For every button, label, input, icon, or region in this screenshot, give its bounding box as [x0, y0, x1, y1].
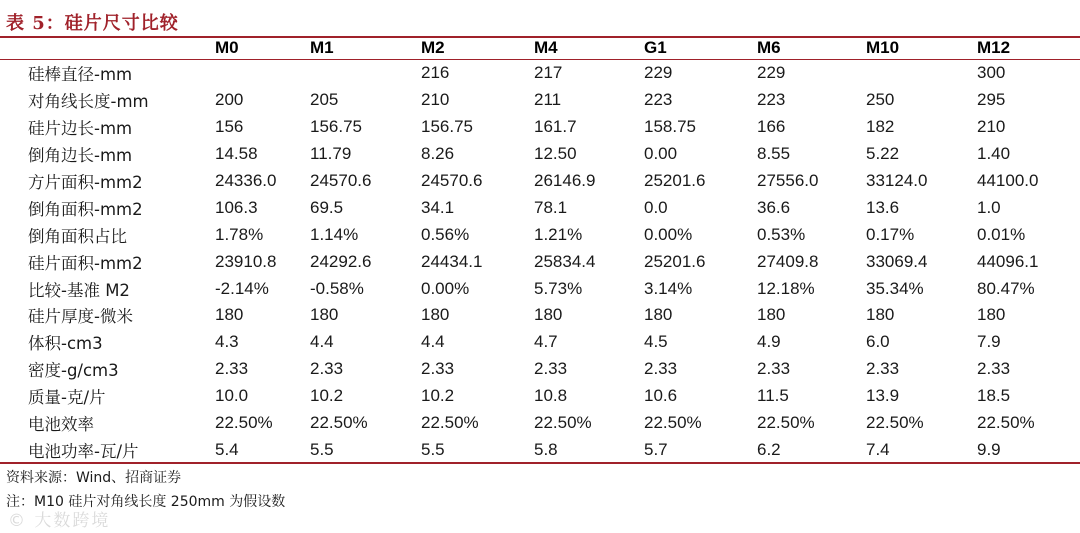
table-row — [0, 248, 1075, 275]
table-cell — [215, 60, 310, 87]
table-cell: 229 — [644, 63, 673, 83]
table-cell: 166 — [757, 117, 786, 137]
table-cell: 33124.0 — [866, 171, 928, 190]
table-cell: 12.18% — [757, 278, 815, 298]
table-cell: 5.22 — [866, 144, 900, 164]
table-cell: 223 — [644, 90, 673, 110]
table-cell: 5.5 — [310, 439, 334, 459]
table-cell: 156.75 — [310, 117, 362, 137]
table-cell: 2.33 — [757, 359, 791, 379]
row-label: 密度-g/cm3 — [28, 361, 119, 381]
table-row — [0, 356, 1075, 383]
table-cell: 0.01% — [977, 224, 1026, 244]
table-cell: 8.26 — [421, 144, 455, 164]
table-cell: 156.75 — [421, 117, 473, 137]
watermark-text: © 大数跨境 — [8, 511, 111, 531]
table-cell: 78.1 — [534, 197, 568, 217]
table-cell: 27409.8 — [757, 251, 819, 271]
table-cell: 9.9 — [977, 439, 1001, 459]
table-cell: 13.6 — [866, 197, 900, 217]
table-cell: 26146.9 — [534, 171, 596, 190]
table-cell: 180 — [757, 305, 786, 325]
table-cell: 250 — [866, 90, 895, 110]
table-cell: 3.14% — [644, 278, 693, 298]
table-cell — [866, 60, 977, 87]
table-cell: 69.5 — [310, 197, 344, 217]
table-cell: 2.33 — [977, 359, 1011, 379]
table-cell: 22.50% — [977, 413, 1035, 433]
table-cell: 22.50% — [310, 413, 368, 433]
table-row — [0, 60, 1075, 87]
table-row — [0, 168, 1075, 195]
table-cell: 2.33 — [866, 359, 900, 379]
table-cell: 5.7 — [644, 439, 668, 459]
table-cell: 27556.0 — [757, 171, 819, 190]
table-cell: 6.2 — [757, 439, 781, 459]
table-cell: 0.0 — [644, 197, 668, 217]
table-cell: 13.9 — [866, 386, 900, 406]
table-cell: 217 — [534, 63, 563, 83]
column-header: M0 — [215, 38, 239, 57]
table-cell: 12.50 — [534, 144, 577, 164]
table-cell: 180 — [977, 305, 1006, 325]
table-cell: 180 — [644, 305, 673, 325]
table-cell: 10.2 — [421, 386, 455, 406]
table-cell: 180 — [421, 305, 450, 325]
table-cell: 2.33 — [215, 359, 249, 379]
table-cell: 1.0 — [977, 197, 1001, 217]
table-cell: 295 — [977, 90, 1006, 110]
row-label: 硅棒直径-mm — [28, 65, 133, 85]
header-label-cell — [0, 36, 215, 60]
table-cell: 229 — [757, 63, 786, 83]
table-cell: 22.50% — [866, 413, 924, 433]
table-cell: 25201.6 — [644, 171, 706, 190]
table-cell: 24570.6 — [310, 171, 372, 190]
table-cell: 158.75 — [644, 117, 696, 137]
table-cell: 0.00 — [644, 144, 678, 164]
row-label: 硅片厚度-微米 — [28, 307, 133, 327]
table-cell: 0.53% — [757, 224, 806, 244]
table-cell: 223 — [757, 90, 786, 110]
remark-note: 注：M10 硅片对角线长度 250mm 为假设数 — [6, 494, 286, 510]
table-cell: 0.00% — [421, 278, 470, 298]
row-label: 方片面积-mm2 — [28, 173, 143, 192]
table-cell: 10.6 — [644, 386, 678, 406]
table-row — [0, 194, 1075, 221]
table-cell: 22.50% — [644, 413, 702, 433]
source-note: 资料来源：Wind、招商证券 — [6, 470, 182, 486]
table-row — [0, 275, 1075, 302]
table-row — [0, 221, 1075, 248]
column-header: M4 — [534, 38, 558, 57]
table-cell: 180 — [310, 305, 339, 325]
table-cell: 180 — [534, 305, 563, 325]
table-row — [0, 141, 1075, 168]
row-label: 倒角边长-mm — [28, 146, 133, 166]
table-cell: 23910.8 — [215, 251, 277, 271]
table-cell: 10.0 — [215, 386, 249, 406]
table-cell: 2.33 — [421, 359, 455, 379]
row-label: 硅片面积-mm2 — [28, 253, 143, 273]
table-cell: 36.6 — [757, 197, 791, 217]
column-header: G1 — [644, 38, 667, 57]
column-header: M10 — [866, 38, 900, 57]
table-cell: 22.50% — [757, 413, 815, 433]
table-cell: 4.9 — [757, 332, 781, 352]
table-cell: 24336.0 — [215, 171, 277, 190]
table-cell: 80.47% — [977, 278, 1035, 298]
table-cell: 156 — [215, 117, 244, 137]
header-row — [0, 36, 1075, 60]
table-cell — [310, 60, 421, 87]
table-cell: 210 — [421, 90, 450, 110]
table-title: 表 5：硅片尺寸比较 — [6, 13, 179, 34]
table-cell: 22.50% — [421, 413, 479, 433]
row-label: 电池功率-瓦/片 — [28, 441, 139, 461]
table-cell: 4.4 — [310, 332, 334, 352]
table-cell: 5.8 — [534, 439, 558, 459]
table-cell: 4.3 — [215, 332, 239, 352]
table-cell: 44100.0 — [977, 171, 1039, 190]
table-cell: 4.5 — [644, 332, 668, 352]
table-cell: 25201.6 — [644, 251, 706, 271]
table-cell: 8.55 — [757, 144, 791, 164]
table-cell: -2.14% — [215, 278, 269, 298]
table-cell: 24292.6 — [310, 251, 372, 271]
row-label: 倒角面积-mm2 — [28, 199, 143, 219]
row-label: 电池效率 — [28, 415, 94, 435]
table-cell: 18.5 — [977, 386, 1011, 406]
row-label: 硅片边长-mm — [28, 119, 133, 139]
table-cell: -0.58% — [310, 278, 364, 298]
table-cell: 1.14% — [310, 224, 359, 244]
table-cell: 2.33 — [534, 359, 568, 379]
header-rule — [0, 59, 1080, 60]
table-cell: 22.50% — [215, 413, 273, 433]
table-row — [0, 302, 1075, 329]
table-cell: 205 — [310, 90, 339, 110]
table-cell: 211 — [534, 90, 562, 110]
table-row — [0, 87, 1075, 114]
row-label: 比较-基准 M2 — [28, 280, 130, 300]
column-header: M1 — [310, 38, 334, 57]
table-cell: 1.78% — [215, 224, 264, 244]
table-cell: 200 — [215, 90, 244, 110]
table-cell: 5.5 — [421, 439, 445, 459]
table-cell: 4.7 — [534, 332, 558, 352]
table-cell: 14.58 — [215, 144, 258, 164]
table-cell: 7.4 — [866, 439, 890, 459]
table-cell: 5.73% — [534, 278, 583, 298]
table-body — [0, 60, 1075, 463]
column-header: M2 — [421, 38, 445, 57]
table-cell: 2.33 — [310, 359, 344, 379]
table-cell: 5.4 — [215, 439, 239, 459]
table-cell: 216 — [421, 63, 450, 83]
row-label: 体积-cm3 — [28, 334, 103, 354]
table-cell: 1.21% — [534, 224, 583, 244]
table-cell: 0.17% — [866, 224, 915, 244]
table-row — [0, 114, 1075, 141]
row-label: 倒角面积占比 — [28, 226, 127, 246]
table-cell: 22.50% — [534, 413, 592, 433]
table-cell: 35.34% — [866, 278, 924, 298]
column-header: M12 — [977, 38, 1011, 57]
table-cell: 180 — [866, 305, 895, 325]
table-cell: 182 — [866, 117, 895, 137]
wafer-size-table — [0, 36, 1075, 463]
table-cell: 180 — [215, 305, 244, 325]
table-cell: 6.0 — [866, 332, 890, 352]
table-cell: 24570.6 — [421, 171, 483, 190]
table-cell: 24434.1 — [421, 251, 483, 271]
table-row — [0, 383, 1075, 410]
table-cell: 300 — [977, 63, 1006, 83]
table-cell: 106.3 — [215, 197, 258, 217]
table-cell: 34.1 — [421, 197, 455, 217]
table-cell: 10.8 — [534, 386, 568, 406]
table-cell: 0.56% — [421, 224, 470, 244]
row-label: 质量-克/片 — [28, 388, 106, 408]
table-cell: 25834.4 — [534, 251, 596, 271]
table-cell: 2.33 — [644, 359, 678, 379]
table-cell: 0.00% — [644, 224, 693, 244]
table-cell: 33069.4 — [866, 251, 928, 271]
table-cell: 7.9 — [977, 332, 1001, 352]
table-cell: 11.5 — [757, 386, 789, 406]
column-header: M6 — [757, 38, 781, 57]
table-row — [0, 436, 1075, 463]
table-cell: 4.4 — [421, 332, 445, 352]
table-row — [0, 410, 1075, 437]
table-cell: 1.40 — [977, 144, 1011, 164]
table-cell: 44096.1 — [977, 251, 1039, 271]
table-cell: 161.7 — [534, 117, 577, 137]
table-row — [0, 329, 1075, 356]
table-cell: 11.79 — [310, 144, 352, 164]
row-label: 对角线长度-mm — [28, 92, 149, 112]
bottom-rule — [0, 462, 1080, 464]
table-cell: 10.2 — [310, 386, 344, 406]
table-cell: 210 — [977, 117, 1006, 137]
